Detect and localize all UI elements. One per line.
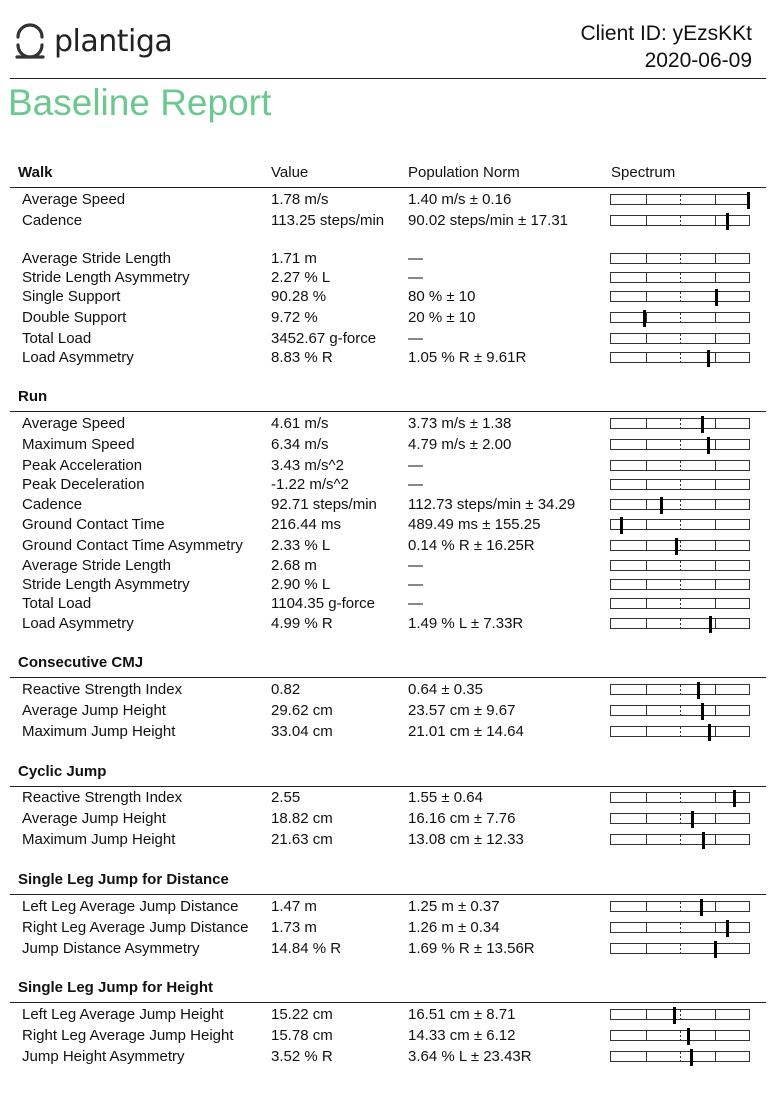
spectrum-tick [646,835,647,844]
metric-label: Reactive Strength Index [22,789,183,806]
spectrum-tick [680,706,681,715]
spectrum-tick [715,1010,716,1019]
spectrum-bar [610,705,750,716]
metric-label: Jump Distance Asymmetry [22,940,200,957]
spectrum-bar [610,253,750,264]
spectrum-tick [680,541,681,550]
metric-label: Average Jump Height [22,810,166,827]
metric-value: 2.90 % L [271,576,331,593]
metric-label: Average Stride Length [22,250,171,267]
spectrum-marker [747,192,750,209]
spectrum-tick [715,814,716,823]
population-norm: 13.08 cm ± 12.33 [408,831,524,848]
spectrum-tick [646,1010,647,1019]
metric-value: 2.27 % L [271,269,331,286]
spectrum-tick [680,835,681,844]
spectrum-tick [646,440,647,449]
metric-value: 15.78 cm [271,1027,333,1044]
population-norm: — [408,330,423,347]
metric-label: Maximum Jump Height [22,831,176,848]
population-norm: 16.51 cm ± 8.71 [408,1006,516,1023]
metric-label: Peak Deceleration [22,476,145,493]
metric-value: 8.83 % R [271,349,333,366]
spectrum-marker [702,832,705,849]
metric-label: Right Leg Average Jump Height [22,1027,234,1044]
spectrum-bar [610,418,750,429]
population-norm: — [408,269,423,286]
metric-value: 4.61 m/s [271,415,329,432]
metric-label: Jump Height Asymmetry [22,1048,185,1065]
spectrum-tick [680,814,681,823]
metric-label: Load Asymmetry [22,349,134,366]
client-info [580,20,752,74]
spectrum-tick [646,1052,647,1061]
metric-value: 3.43 m/s^2 [271,457,344,474]
population-norm: 0.64 ± 0.35 [408,681,483,698]
metric-label: Single Support [22,288,121,305]
spectrum-tick [646,561,647,570]
spectrum-marker [733,790,736,807]
spectrum-tick [715,599,716,608]
population-norm: 112.73 steps/min ± 34.29 [408,496,576,513]
metric-label: Stride Length Asymmetry [22,269,190,286]
section-header [10,870,766,890]
spectrum-tick [646,619,647,628]
spectrum-bar [610,499,750,510]
spectrum-bar [610,560,750,571]
population-norm: — [408,576,423,593]
spectrum-bar [610,684,750,695]
spectrum-tick [680,419,681,428]
population-norm: 3.64 % L ± 23.43R [408,1048,532,1065]
spectrum-tick [715,273,716,282]
spectrum-bar [610,813,750,824]
spectrum-marker [673,1007,676,1024]
spectrum-tick [646,273,647,282]
metric-label: Peak Acceleration [22,457,143,474]
population-norm: 0.14 % R ± 16.25R [408,537,535,554]
population-norm: 4.79 m/s ± 2.00 [408,436,512,453]
spectrum-tick [715,195,716,204]
metric-value: 1104.35 g-force [271,595,375,612]
population-norm: 90.02 steps/min ± 17.31 [408,212,568,229]
population-norm: 1.26 m ± 0.34 [408,919,500,936]
spectrum-marker [726,920,729,937]
spectrum-tick [680,793,681,802]
spectrum-tick [680,944,681,953]
population-norm: 21.01 cm ± 14.64 [408,723,524,740]
spectrum-tick [680,353,681,362]
metric-label: Average Speed [22,415,126,432]
spectrum-bar [610,272,750,283]
metric-value: 15.22 cm [271,1006,333,1023]
metric-label: Cadence [22,212,83,229]
spectrum-tick [646,254,647,263]
metric-label: Right Leg Average Jump Distance [22,919,249,936]
spectrum-bar [610,291,750,302]
spectrum-tick [715,902,716,911]
metric-value: 216.44 ms [271,516,342,533]
spectrum-tick [646,461,647,470]
population-norm: — [408,250,423,267]
population-norm: 14.33 cm ± 6.12 [408,1027,516,1044]
section-title: Consecutive CMJ [18,654,144,671]
section-title: Walk [18,164,53,181]
metric-value: 9.72 % [271,309,318,326]
spectrum-bar [610,1030,750,1041]
metric-value: 2.55 [271,789,301,806]
metric-value: -1.22 m/s^2 [271,476,349,493]
metric-value: 1.47 m [271,898,317,915]
metric-label: Average Speed [22,191,126,208]
spectrum-marker [701,416,704,433]
spectrum-tick [715,1052,716,1061]
metric-label: Cadence [22,496,83,513]
population-norm: 3.73 m/s ± 1.38 [408,415,512,432]
spectrum-bar [610,460,750,471]
metric-label: Total Load [22,330,92,347]
spectrum-marker [709,616,712,633]
report-date: 2020-06-09 [644,49,752,72]
metric-value: 90.28 % [271,288,327,305]
section-divider [10,786,766,787]
spectrum-bar [610,519,750,530]
metric-value: 29.62 cm [271,702,333,719]
spectrum-tick [680,334,681,343]
spectrum-tick [680,902,681,911]
spectrum-tick [646,923,647,932]
section-header [10,387,766,407]
metric-value: 3452.67 g-force [271,330,377,347]
spectrum-marker [701,703,704,720]
population-norm: 489.49 ms ± 155.25 [408,516,541,533]
metric-value: 33.04 cm [271,723,333,740]
population-norm: 1.49 % L ± 7.33R [408,615,524,632]
spectrum-tick [715,541,716,550]
spectrum-tick [680,580,681,589]
spectrum-tick [680,1010,681,1019]
spectrum-bar [610,834,750,845]
population-norm: 1.69 % R ± 13.56R [408,940,535,957]
metric-value: 6.34 m/s [271,436,329,453]
spectrum-marker [707,350,710,367]
column-header-norm: Population Norm [408,164,520,181]
spectrum-tick [715,500,716,509]
metric-value: 3.52 % R [271,1048,333,1065]
spectrum-bar [610,540,750,551]
population-norm: 16.16 cm ± 7.76 [408,810,516,827]
spectrum-tick [715,685,716,694]
metric-label: Ground Contact Time Asymmetry [22,537,243,554]
spectrum-bar [610,792,750,803]
population-norm: 23.57 cm ± 9.67 [408,702,516,719]
spectrum-tick [715,480,716,489]
spectrum-tick [715,1031,716,1040]
spectrum-tick [680,254,681,263]
spectrum-tick [646,480,647,489]
spectrum-tick [715,923,716,932]
metric-label: Total Load [22,595,92,612]
spectrum-bar [610,726,750,737]
metric-value: 18.82 cm [271,810,333,827]
metric-value: 1.71 m [271,250,317,267]
spectrum-tick [646,685,647,694]
metric-label: Ground Contact Time [22,516,165,533]
population-norm: — [408,557,423,574]
metric-label: Load Asymmetry [22,615,134,632]
section-title: Single Leg Jump for Height [18,979,214,996]
population-norm: 1.55 ± 0.64 [408,789,483,806]
metric-value: 21.63 cm [271,831,333,848]
population-norm: 20 % ± 10 [408,309,476,326]
spectrum-tick [715,216,716,225]
spectrum-tick [646,580,647,589]
spectrum-marker [687,1028,690,1045]
spectrum-tick [715,619,716,628]
metric-value: 1.78 m/s [271,191,329,208]
spectrum-tick [715,440,716,449]
spectrum-marker [714,941,717,958]
spectrum-tick [680,461,681,470]
metric-label: Left Leg Average Jump Distance [22,898,239,915]
spectrum-tick [680,216,681,225]
spectrum-bar [610,479,750,490]
spectrum-tick [646,334,647,343]
spectrum-tick [646,944,647,953]
spectrum-bar [610,922,750,933]
spectrum-marker [708,724,711,741]
section-title: Cyclic Jump [18,763,107,780]
spectrum-tick [680,480,681,489]
spectrum-bar [610,618,750,629]
metric-value: 14.84 % R [271,940,342,957]
spectrum-marker [726,213,729,230]
spectrum-tick [680,273,681,282]
section-title: Run [18,388,48,405]
logo-wordmark: plantiga [54,23,173,59]
spectrum-tick [680,440,681,449]
metric-label: Reactive Strength Index [22,681,183,698]
spectrum-bar [610,943,750,954]
spectrum-tick [646,793,647,802]
spectrum-tick [680,520,681,529]
spectrum-tick [715,334,716,343]
spectrum-tick [715,727,716,736]
population-norm: 1.05 % R ± 9.61R [408,349,527,366]
section-title: Single Leg Jump for Distance [18,871,229,888]
spectrum-tick [680,1052,681,1061]
spectrum-bar [610,312,750,323]
spectrum-tick [715,706,716,715]
spectrum-tick [715,520,716,529]
metric-value: 92.71 steps/min [271,496,377,513]
spectrum-marker [675,538,678,555]
plantiga-logo-icon [14,23,46,59]
spectrum-tick [646,727,647,736]
spectrum-bar [610,598,750,609]
header-divider [10,78,766,79]
spectrum-marker [691,811,694,828]
spectrum-tick [680,923,681,932]
spectrum-tick [715,313,716,322]
column-header-value: Value [271,164,309,181]
spectrum-marker [620,517,623,534]
spectrum-tick [680,727,681,736]
metric-value: 0.82 [271,681,301,698]
spectrum-tick [646,706,647,715]
spectrum-tick [646,292,647,301]
spectrum-bar [610,352,750,363]
spectrum-bar [610,579,750,590]
section-divider [10,1002,766,1003]
metric-value: 113.25 steps/min [271,212,385,229]
plantiga-logo [14,20,172,62]
spectrum-bar [610,215,750,226]
spectrum-tick [715,580,716,589]
metric-value: 4.99 % R [271,615,333,632]
spectrum-marker [690,1049,693,1066]
spectrum-bar [610,194,750,205]
spectrum-tick [646,599,647,608]
section-divider [10,411,766,412]
metric-value: 1.73 m [271,919,317,936]
metric-label: Maximum Jump Height [22,723,176,740]
population-norm: — [408,457,423,474]
spectrum-tick [715,353,716,362]
spectrum-tick [680,292,681,301]
section-header [10,653,766,673]
section-header [10,978,766,998]
spectrum-bar [610,1051,750,1062]
spectrum-marker [643,310,646,327]
spectrum-tick [646,541,647,550]
spectrum-tick [646,195,647,204]
spectrum-tick [646,902,647,911]
spectrum-bar [610,439,750,450]
spectrum-tick [646,1031,647,1040]
spectrum-tick [680,619,681,628]
population-norm: 80 % ± 10 [408,288,476,305]
page-title: Baseline Report [8,82,272,123]
spectrum-marker [715,289,718,306]
section-divider [10,187,766,188]
spectrum-tick [715,835,716,844]
population-norm: 1.40 m/s ± 0.16 [408,191,512,208]
spectrum-tick [715,419,716,428]
spectrum-bar [610,901,750,912]
spectrum-bar [610,1009,750,1020]
metric-label: Double Support [22,309,127,326]
population-norm: 1.25 m ± 0.37 [408,898,500,915]
spectrum-tick [646,216,647,225]
metric-label: Left Leg Average Jump Height [22,1006,224,1023]
client-id: Client ID: yEzsKKt [580,22,752,45]
metric-label: Stride Length Asymmetry [22,576,190,593]
section-header [10,163,766,183]
spectrum-tick [715,461,716,470]
spectrum-tick [646,419,647,428]
spectrum-tick [680,561,681,570]
spectrum-tick [646,353,647,362]
column-header-spectrum: Spectrum [611,164,676,181]
spectrum-marker [700,899,703,916]
spectrum-tick [646,814,647,823]
spectrum-marker [707,437,710,454]
metric-label: Average Jump Height [22,702,166,719]
spectrum-tick [646,500,647,509]
spectrum-tick [680,599,681,608]
spectrum-tick [646,520,647,529]
section-divider [10,677,766,678]
spectrum-tick [715,254,716,263]
spectrum-tick [680,500,681,509]
population-norm: — [408,595,423,612]
spectrum-tick [680,1031,681,1040]
section-divider [10,894,766,895]
metric-label: Average Stride Length [22,557,171,574]
spectrum-tick [715,793,716,802]
metric-value: 2.33 % L [271,537,331,554]
section-header [10,762,766,782]
population-norm: — [408,476,423,493]
spectrum-marker [660,497,663,514]
spectrum-tick [680,313,681,322]
spectrum-tick [680,685,681,694]
metric-value: 2.68 m [271,557,317,574]
spectrum-tick [715,561,716,570]
spectrum-marker [697,682,700,699]
spectrum-bar [610,333,750,344]
spectrum-tick [680,195,681,204]
metric-label: Maximum Speed [22,436,135,453]
